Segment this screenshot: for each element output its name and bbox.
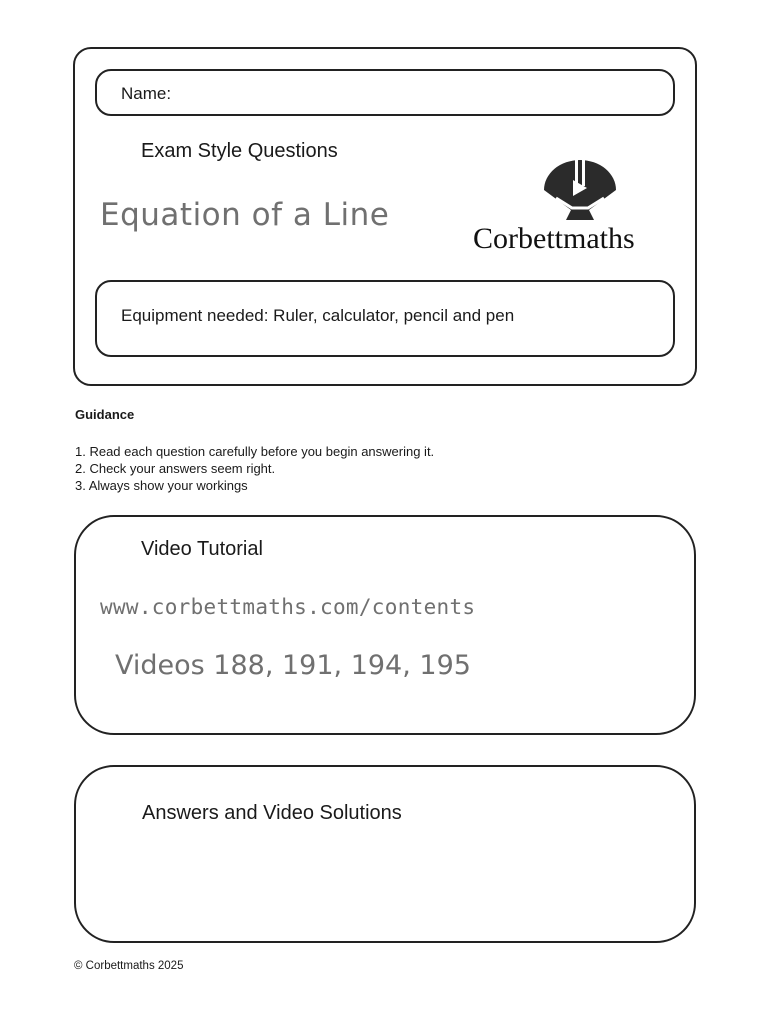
name-label: Name: <box>121 84 172 103</box>
guidance-item: 2. Check your answers seem right. <box>75 461 276 476</box>
topic-title: Equation of a Line <box>100 197 390 233</box>
copyright-text: © Corbettmaths 2025 <box>74 960 184 972</box>
guidance-item: 3. Always show your workings <box>75 478 248 493</box>
video-url[interactable]: www.corbettmaths.com/contents <box>100 595 476 619</box>
equipment-text: Equipment needed: Ruler, calculator, pencil and pen <box>121 306 515 325</box>
guidance-heading: Guidance <box>75 407 135 422</box>
guidance-list <box>75 443 434 494</box>
corbettmaths-logo-icon <box>542 158 618 222</box>
video-numbers: Videos 188, 191, 194, 195 <box>115 650 471 681</box>
answers-card <box>74 765 696 943</box>
guidance-item: 1. Read each question carefully before you begin answering it. <box>75 444 435 459</box>
video-tutorial-heading: Video Tutorial <box>141 538 263 560</box>
answers-heading: Answers and Video Solutions <box>142 802 402 824</box>
exam-style-heading: Exam Style Questions <box>141 140 338 162</box>
name-field[interactable] <box>95 69 675 116</box>
logo-wordmark: Corbettmaths <box>473 222 635 255</box>
